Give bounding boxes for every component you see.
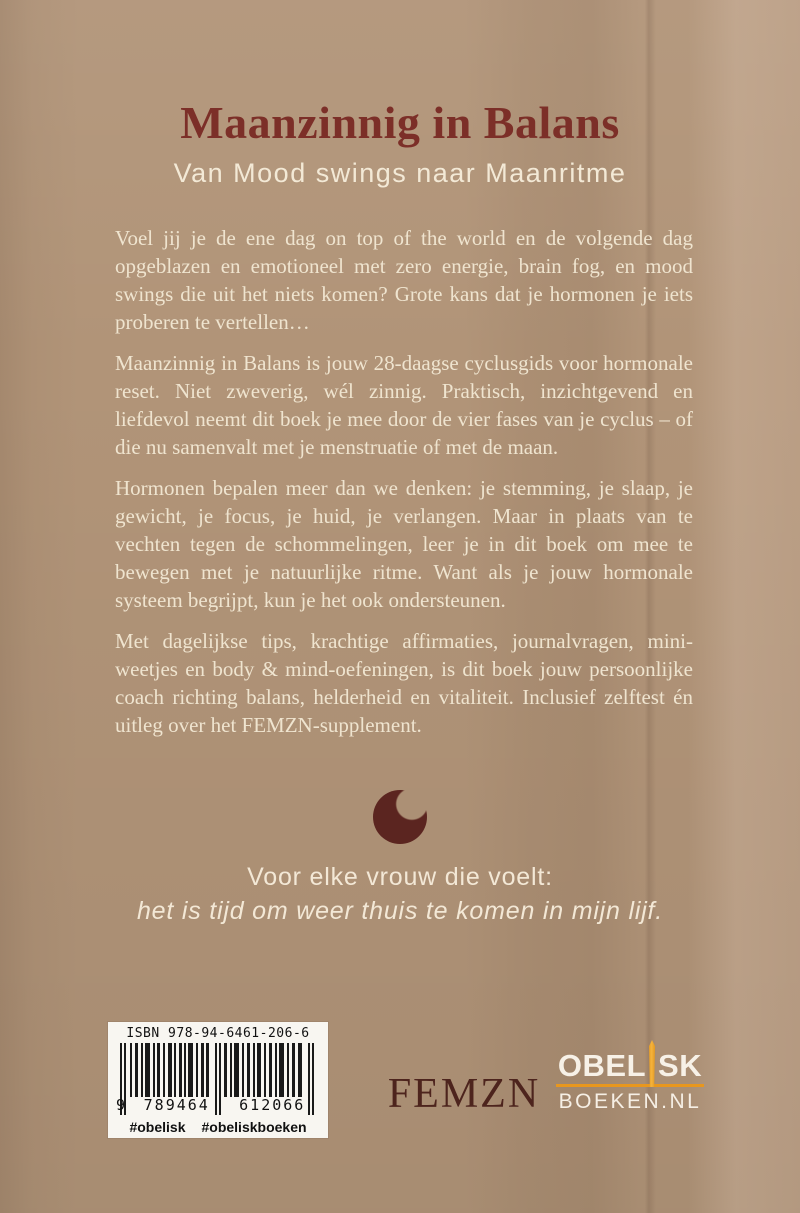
barcode-digits bbox=[116, 1096, 320, 1114]
obelisk-text-right: SK bbox=[658, 1048, 703, 1083]
publisher-hashtags bbox=[108, 1119, 328, 1135]
obelisk-domain-text: BOEKEN.NL bbox=[558, 1090, 702, 1113]
hashtag-obeliskboeken: #obeliskboeken bbox=[201, 1119, 307, 1135]
barcode-digit-leading: 9 bbox=[116, 1096, 126, 1114]
barcode-panel bbox=[108, 1022, 328, 1138]
obelisk-text-left: OBEL bbox=[557, 1048, 647, 1083]
blurb-paragraph-4: Met dagelijkse tips, krachtige affirmaties, journalvragen, mini-weetjes en body & mind-oefeningen, is dit boek jouw persoonlijke coach richting balans, helderheid en vitaliteit. Inclusief zelftest én uitleg over het FEMZN-supplement. bbox=[115, 629, 693, 737]
quote-line-1: Voor elke vrouw die voelt: bbox=[247, 863, 553, 891]
obelisk-boeken-logo bbox=[556, 1040, 704, 1114]
femzn-logo: FEMZN bbox=[387, 1071, 541, 1117]
book-title: Maanzinnig in Balans bbox=[180, 97, 620, 148]
closing-quote bbox=[0, 860, 800, 928]
obelisk-wordmark bbox=[556, 1040, 704, 1081]
blurb-text bbox=[115, 224, 693, 752]
crescent-moon-icon bbox=[373, 790, 427, 844]
hashtag-obelisk: #obelisk bbox=[129, 1119, 186, 1135]
blurb-paragraph-2: Maanzinnig in Balans is jouw 28-daagse cyclusgids voor hormonale reset. Niet zweverig, wél zinnig. Praktisch, inzichtgevend en liefdevol neemt dit boek je mee door de vier fases van je cyclus – of die nu samenvalt met je menstruatie of met de maan. bbox=[115, 351, 693, 459]
barcode-digit-group-2: 612066 bbox=[239, 1096, 306, 1114]
moon-icon-container bbox=[0, 790, 800, 844]
obelisk-underline bbox=[556, 1084, 704, 1087]
quote-line-2: het is tijd om weer thuis te komen in mijn lijf. bbox=[136, 897, 664, 925]
isbn-label: ISBN 978-94-6461-206-6 bbox=[126, 1026, 310, 1041]
blurb-paragraph-1: Voel jij je de ene dag on top of the world en de volgende dag opgeblazen en emotioneel met zero energie, brain fog, en mood swings die uit het niets komen? Grote kans dat je hormonen je iets proberen te vertellen… bbox=[115, 226, 693, 334]
barcode-digit-group-1: 789464 bbox=[143, 1096, 210, 1114]
obelisk-monument-icon bbox=[647, 1040, 657, 1087]
blurb-paragraph-3: Hormonen bepalen meer dan we denken: je stemming, je slaap, je gewicht, je focus, je huid, je verlangen. Maar in plaats van te vechten tegen de schommelingen, leer je in dit boek om mee te bewegen met je natuurlijke ritme. Want als je jouw hormonale systeem begrijpt, kun je het ook ondersteunen. bbox=[115, 476, 693, 612]
book-subtitle: Van Mood swings naar Maanritme bbox=[173, 158, 627, 188]
